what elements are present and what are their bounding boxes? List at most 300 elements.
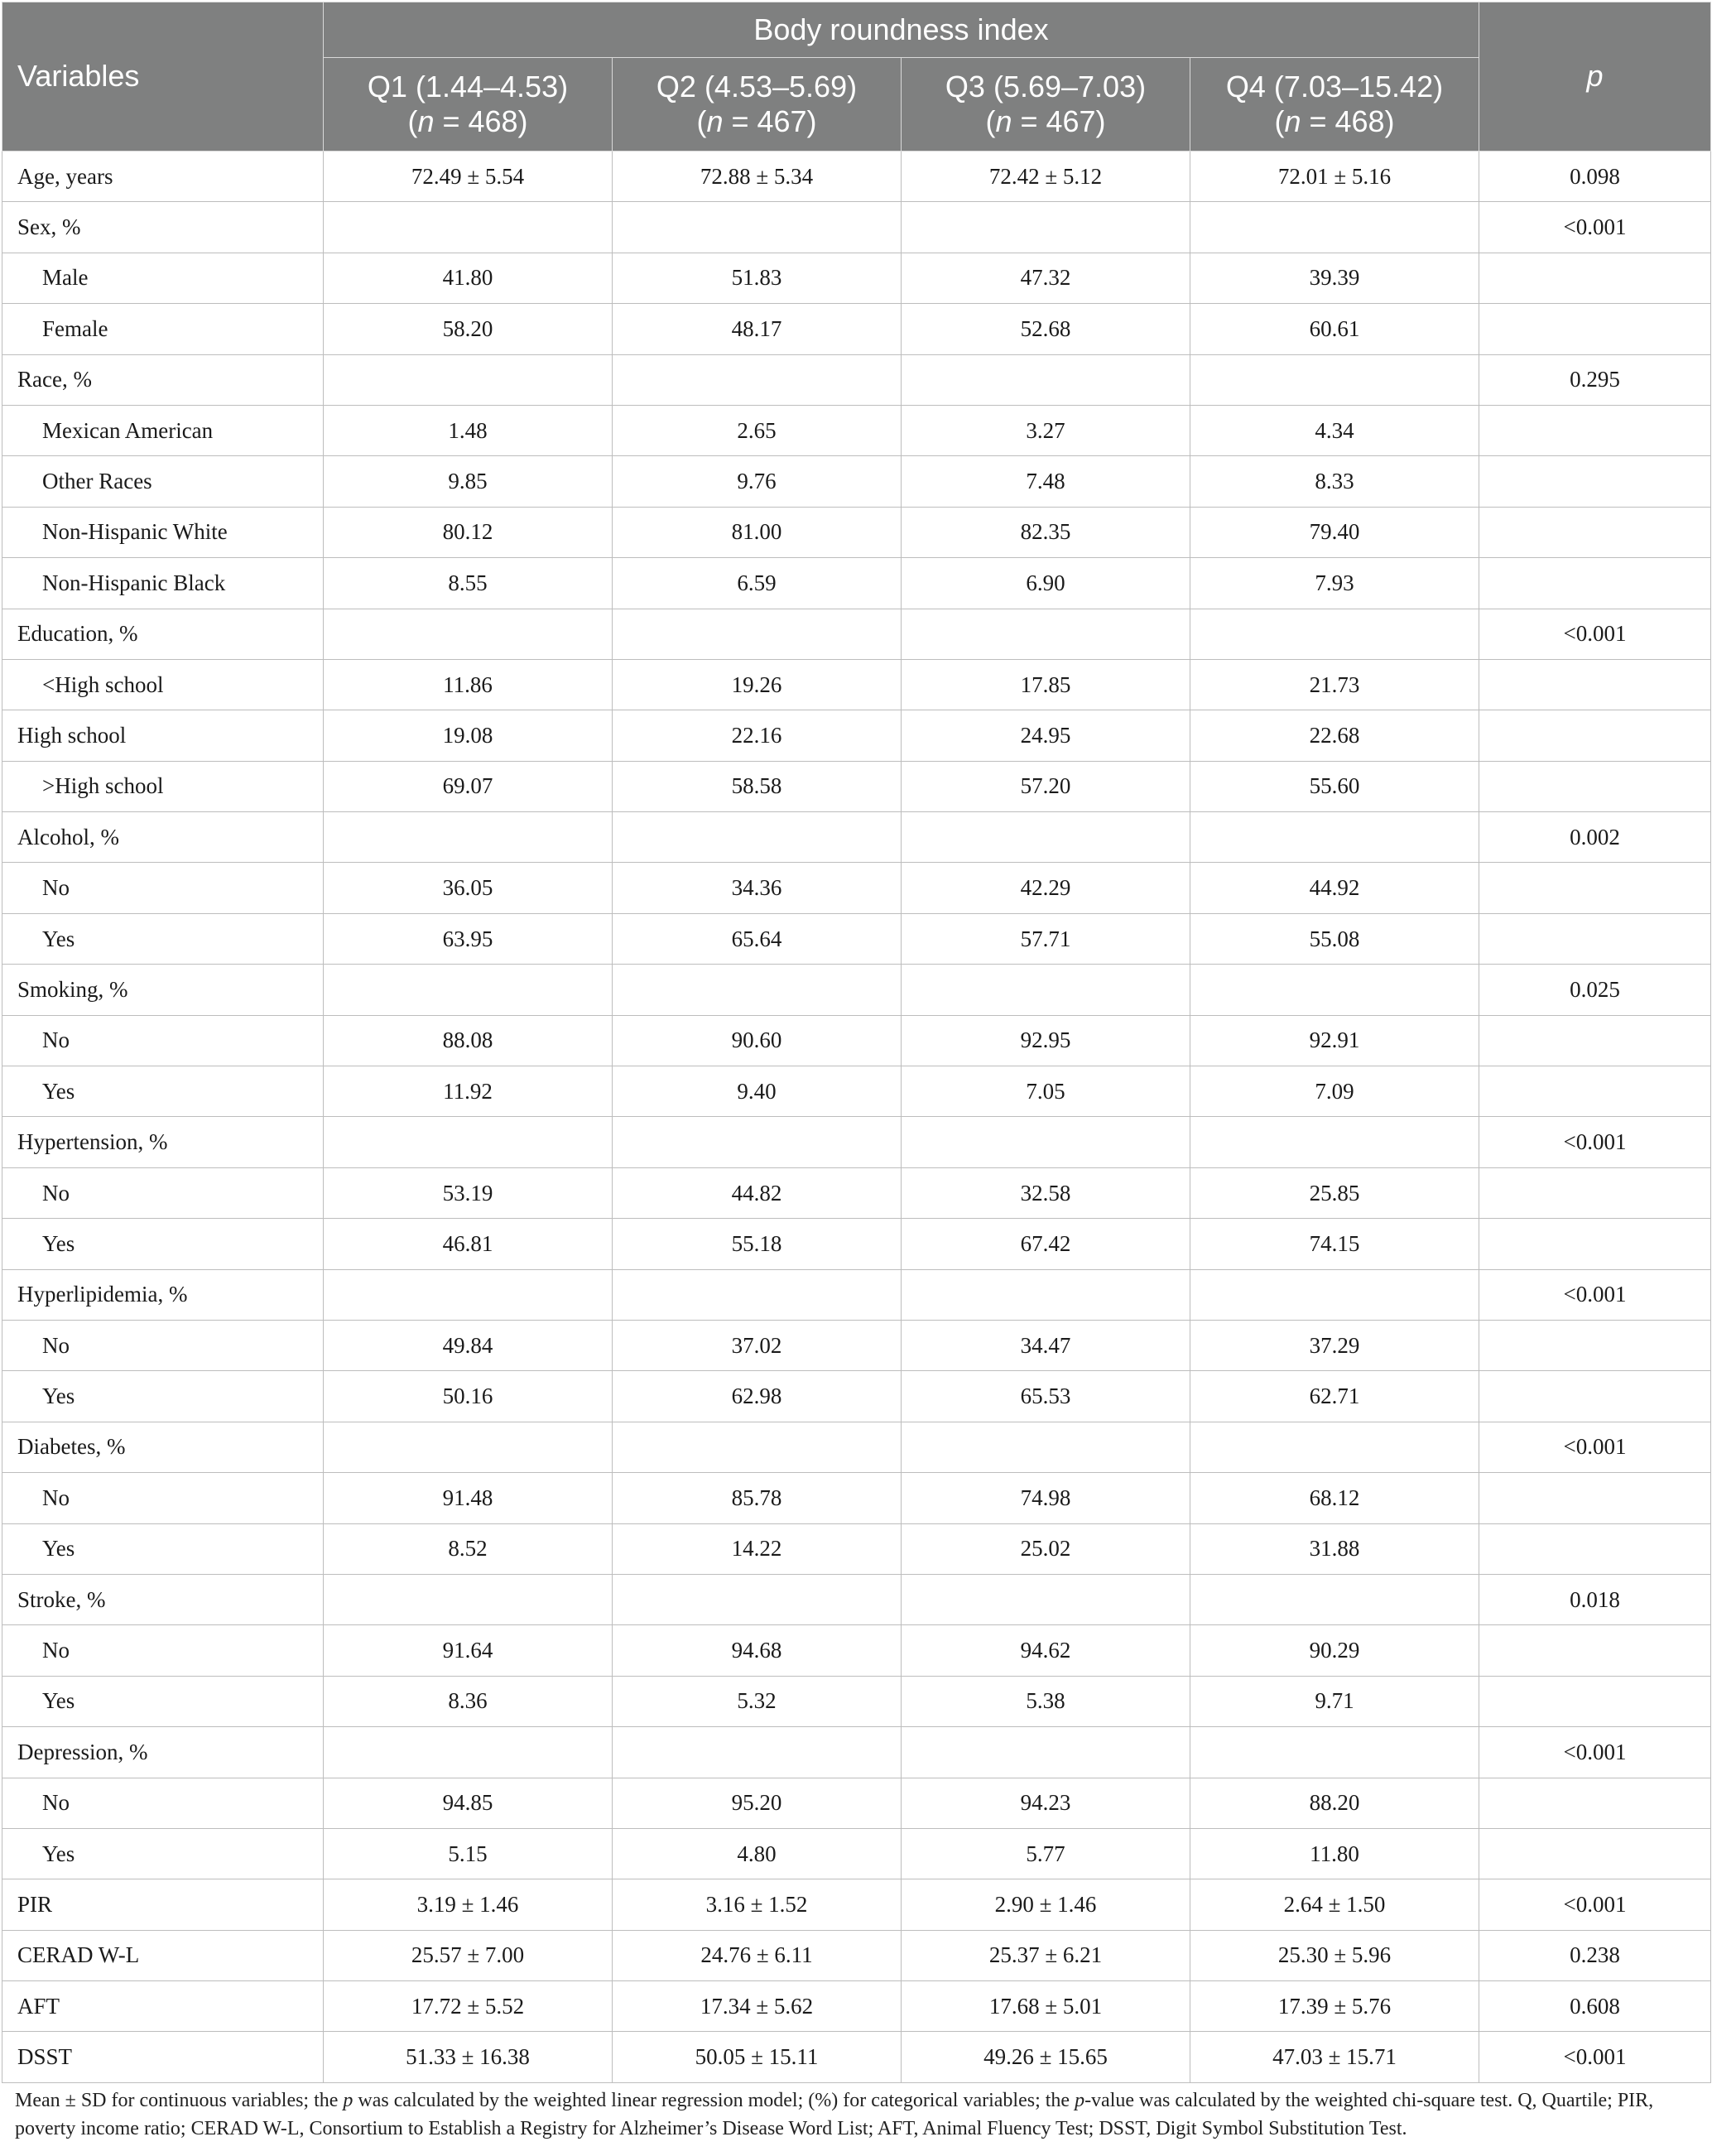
row-label: Yes	[2, 913, 324, 964]
p-value-cell	[1479, 1473, 1711, 1523]
quartile-2-cell: 81.00	[613, 507, 902, 557]
p-value-cell	[1479, 405, 1711, 455]
quartile-1-cell: 72.49 ± 5.54	[324, 152, 613, 202]
quartile-4-cell: 55.60	[1190, 761, 1479, 811]
footnote-text-1: Mean ± SD for continuous variables; the	[15, 2090, 344, 2111]
p-value-cell	[1479, 1015, 1711, 1066]
footnote-p-symbol-2: p	[1075, 2090, 1085, 2111]
quartile-3-cell: 47.32	[902, 253, 1190, 303]
quartile-2-cell: 5.32	[613, 1676, 902, 1726]
quartile-range-label: Q1 (1.44–4.53)	[367, 69, 569, 103]
quartile-2-cell	[613, 965, 902, 1015]
quartile-3-cell: 67.42	[902, 1219, 1190, 1269]
quartile-2-cell	[613, 812, 902, 863]
quartile-2-cell: 24.76 ± 6.11	[613, 1930, 902, 1980]
quartile-3-cell: 24.95	[902, 710, 1190, 761]
sample-size-open-paren: (	[985, 104, 996, 138]
quartile-2-cell: 48.17	[613, 304, 902, 354]
quartile-2-cell: 9.40	[613, 1066, 902, 1117]
quartile-1-cell: 88.08	[324, 1015, 613, 1066]
baseline-characteristics-table	[2, 2, 1711, 2083]
quartile-2-cell: 2.65	[613, 405, 902, 455]
quartile-2-cell	[613, 1422, 902, 1472]
row-label: Yes	[2, 1828, 324, 1879]
p-value-cell	[1479, 1167, 1711, 1218]
table-row	[2, 1879, 1711, 1930]
table-row	[2, 1676, 1711, 1726]
table-row	[2, 913, 1711, 964]
quartile-3-cell: 7.05	[902, 1066, 1190, 1117]
p-value-cell	[1479, 253, 1711, 303]
quartile-1-cell: 11.92	[324, 1066, 613, 1117]
quartile-2-cell	[613, 1574, 902, 1624]
quartile-2-cell	[613, 202, 902, 253]
quartile-4-cell: 25.30 ± 5.96	[1190, 1930, 1479, 1980]
quartile-1-cell	[324, 202, 613, 253]
quartile-3-cell	[902, 354, 1190, 405]
sample-size-n-symbol: n	[1284, 104, 1301, 138]
table-row	[2, 1625, 1711, 1676]
quartile-3-cell	[902, 965, 1190, 1015]
row-label: Yes	[2, 1523, 324, 1574]
p-value-cell: <0.001	[1479, 1422, 1711, 1472]
row-label: High school	[2, 710, 324, 761]
quartile-4-cell	[1190, 1422, 1479, 1472]
row-label: No	[2, 1778, 324, 1828]
sample-size-n-symbol: n	[706, 104, 724, 138]
p-value-cell: <0.001	[1479, 1879, 1711, 1930]
quartile-2-cell	[613, 1117, 902, 1167]
quartile-2-cell: 72.88 ± 5.34	[613, 152, 902, 202]
row-label: No	[2, 1320, 324, 1370]
quartile-2-cell: 58.58	[613, 761, 902, 811]
table-row	[2, 1066, 1711, 1117]
quartile-3-cell: 25.02	[902, 1523, 1190, 1574]
row-label: Yes	[2, 1219, 324, 1269]
table-row	[2, 1574, 1711, 1624]
quartile-1-cell: 8.36	[324, 1676, 613, 1726]
quartile-4-cell: 60.61	[1190, 304, 1479, 354]
table-row	[2, 354, 1711, 405]
quartile-1-cell	[324, 1269, 613, 1320]
row-label: DSST	[2, 2032, 324, 2082]
row-label: Female	[2, 304, 324, 354]
table-row	[2, 1727, 1711, 1778]
quartile-1-cell: 94.85	[324, 1778, 613, 1828]
quartile-3-cell: 92.95	[902, 1015, 1190, 1066]
table-row	[2, 253, 1711, 303]
quartile-2-cell	[613, 354, 902, 405]
quartile-4-cell: 68.12	[1190, 1473, 1479, 1523]
quartile-3-cell	[902, 1574, 1190, 1624]
table-footnote	[15, 2086, 1704, 2143]
quartile-4-cell: 9.71	[1190, 1676, 1479, 1726]
quartile-3-cell	[902, 1422, 1190, 1472]
row-label: Depression, %	[2, 1727, 324, 1778]
quartile-4-cell: 39.39	[1190, 253, 1479, 303]
quartile-2-cell: 50.05 ± 15.11	[613, 2032, 902, 2082]
quartile-4-cell: 7.09	[1190, 1066, 1479, 1117]
table-row	[2, 1269, 1711, 1320]
sample-size-value: = 468)	[434, 104, 528, 138]
quartile-4-cell	[1190, 354, 1479, 405]
variables-column-header: Variables	[2, 2, 324, 152]
quartile-1-cell: 49.84	[324, 1320, 613, 1370]
quartile-2-cell: 55.18	[613, 1219, 902, 1269]
sample-size-value: = 467)	[723, 104, 817, 138]
table-row	[2, 405, 1711, 455]
quartile-4-cell: 88.20	[1190, 1778, 1479, 1828]
row-label: Alcohol, %	[2, 812, 324, 863]
row-label: Yes	[2, 1371, 324, 1422]
table-row	[2, 1930, 1711, 1980]
quartile-3-cell: 57.20	[902, 761, 1190, 811]
quartile-1-cell: 3.19 ± 1.46	[324, 1879, 613, 1930]
row-label: No	[2, 863, 324, 913]
quartile-4-cell	[1190, 1574, 1479, 1624]
quartile-4-cell	[1190, 1727, 1479, 1778]
quartile-3-cell: 7.48	[902, 456, 1190, 507]
table-row	[2, 152, 1711, 202]
table-row	[2, 965, 1711, 1015]
p-value-cell: 0.608	[1479, 1981, 1711, 2032]
table-row	[2, 507, 1711, 557]
row-label: No	[2, 1015, 324, 1066]
quartile-1-cell: 25.57 ± 7.00	[324, 1930, 613, 1980]
quartile-2-cell: 51.83	[613, 253, 902, 303]
footnote-text-3: -value was calculated by the weighted chi-square test. Q, Quartile; PIR, poverty income ratio; CERAD W-L, Consortium to Establish a Registry for Alzheimer’s Disease Word List; AFT, Animal Fluency Test; DSST, Digit Symbol Substitution Test.	[15, 2090, 1654, 2139]
quartile-sample-size	[330, 104, 605, 139]
quartile-3-cell: 3.27	[902, 405, 1190, 455]
table-row	[2, 1167, 1711, 1218]
row-label: No	[2, 1167, 324, 1218]
quartile-1-cell: 69.07	[324, 761, 613, 811]
quartile-3-cell: 42.29	[902, 863, 1190, 913]
quartile-1-cell: 41.80	[324, 253, 613, 303]
p-value-cell: 0.018	[1479, 1574, 1711, 1624]
quartile-2-cell: 22.16	[613, 710, 902, 761]
body-roundness-index-group-header: Body roundness index	[324, 2, 1479, 58]
quartile-2-cell: 3.16 ± 1.52	[613, 1879, 902, 1930]
table-row	[2, 609, 1711, 659]
quartile-1-cell	[324, 965, 613, 1015]
row-label: No	[2, 1473, 324, 1523]
quartile-2-cell: 94.68	[613, 1625, 902, 1676]
p-value-cell: <0.001	[1479, 1269, 1711, 1320]
table-row	[2, 761, 1711, 811]
quartile-2-cell: 14.22	[613, 1523, 902, 1574]
quartile-4-cell: 55.08	[1190, 913, 1479, 964]
quartile-sample-size	[908, 104, 1183, 139]
row-label: Race, %	[2, 354, 324, 405]
quartile-1-cell	[324, 354, 613, 405]
quartile-2-cell	[613, 1727, 902, 1778]
row-label: Yes	[2, 1066, 324, 1117]
p-value-cell	[1479, 863, 1711, 913]
quartile-1-cell: 53.19	[324, 1167, 613, 1218]
quartile-3-cell: 94.62	[902, 1625, 1190, 1676]
p-value-cell	[1479, 507, 1711, 557]
p-value-cell	[1479, 1778, 1711, 1828]
quartile-3-cell: 72.42 ± 5.12	[902, 152, 1190, 202]
quartile-2-cell: 44.82	[613, 1167, 902, 1218]
p-value-cell	[1479, 761, 1711, 811]
p-value-cell: <0.001	[1479, 202, 1711, 253]
table-body	[2, 152, 1711, 2083]
quartile-4-cell: 90.29	[1190, 1625, 1479, 1676]
sample-size-value: = 467)	[1012, 104, 1106, 138]
quartile-3-cell	[902, 812, 1190, 863]
table-row	[2, 1320, 1711, 1370]
table-row	[2, 202, 1711, 253]
row-label: AFT	[2, 1981, 324, 2032]
table-row	[2, 659, 1711, 710]
p-value-column-header: p	[1479, 2, 1711, 152]
row-label: Hypertension, %	[2, 1117, 324, 1167]
quartile-3-cell	[902, 609, 1190, 659]
row-label: Non-Hispanic Black	[2, 558, 324, 609]
quartile-1-cell	[324, 609, 613, 659]
table-row	[2, 1015, 1711, 1066]
quartile-1-cell: 91.64	[324, 1625, 613, 1676]
sample-size-n-symbol: n	[995, 104, 1012, 138]
row-label: >High school	[2, 761, 324, 811]
table-row	[2, 1523, 1711, 1574]
row-label: Hyperlipidemia, %	[2, 1269, 324, 1320]
quartile-sample-size	[1197, 104, 1472, 139]
p-value-cell	[1479, 1676, 1711, 1726]
p-value-cell: <0.001	[1479, 2032, 1711, 2082]
table-row	[2, 1219, 1711, 1269]
p-value-cell	[1479, 659, 1711, 710]
quartile-3-cell	[902, 202, 1190, 253]
p-value-cell	[1479, 1320, 1711, 1370]
footnote-p-symbol-1: p	[343, 2090, 353, 2111]
quartile-4-cell: 74.15	[1190, 1219, 1479, 1269]
table-row	[2, 1981, 1711, 2032]
row-label: Education, %	[2, 609, 324, 659]
p-value-cell	[1479, 1523, 1711, 1574]
quartile-2-cell: 17.34 ± 5.62	[613, 1981, 902, 2032]
quartile-3-cell: 17.85	[902, 659, 1190, 710]
quartile-1-cell	[324, 1727, 613, 1778]
quartile-4-cell: 92.91	[1190, 1015, 1479, 1066]
quartile-1-cell: 58.20	[324, 304, 613, 354]
row-label: Smoking, %	[2, 965, 324, 1015]
row-label: Non-Hispanic White	[2, 507, 324, 557]
quartile-4-cell: 62.71	[1190, 1371, 1479, 1422]
quartile-4-cell	[1190, 202, 1479, 253]
quartile-1-cell	[324, 812, 613, 863]
p-value-cell: 0.002	[1479, 812, 1711, 863]
quartile-1-cell: 11.86	[324, 659, 613, 710]
quartile-range-label: Q4 (7.03–15.42)	[1225, 69, 1444, 103]
quartile-1-cell: 1.48	[324, 405, 613, 455]
quartile-2-cell: 37.02	[613, 1320, 902, 1370]
quartile-1-cell	[324, 1422, 613, 1472]
sample-size-open-paren: (	[1274, 104, 1285, 138]
quartile-3-cell: 32.58	[902, 1167, 1190, 1218]
table-header	[2, 2, 1711, 152]
p-value-cell: <0.001	[1479, 1727, 1711, 1778]
quartile-1-cell: 51.33 ± 16.38	[324, 2032, 613, 2082]
p-value-cell: 0.098	[1479, 152, 1711, 202]
quartile-3-cell: 5.38	[902, 1676, 1190, 1726]
p-value-cell: 0.238	[1479, 1930, 1711, 1980]
quartile-1-cell	[324, 1117, 613, 1167]
quartile-3-cell: 17.68 ± 5.01	[902, 1981, 1190, 2032]
quartile-4-cell	[1190, 609, 1479, 659]
row-label: <High school	[2, 659, 324, 710]
sample-size-n-symbol: n	[417, 104, 435, 138]
quartile-1-cell	[324, 1574, 613, 1624]
quartile-4-cell: 79.40	[1190, 507, 1479, 557]
row-label: Mexican American	[2, 405, 324, 455]
row-label: PIR	[2, 1879, 324, 1930]
sample-size-open-paren: (	[407, 104, 418, 138]
quartile-range-label: Q2 (4.53–5.69)	[656, 69, 858, 103]
quartile-2-cell: 62.98	[613, 1371, 902, 1422]
row-label: No	[2, 1625, 324, 1676]
table-row	[2, 1371, 1711, 1422]
quartile-1-cell: 80.12	[324, 507, 613, 557]
p-value-cell	[1479, 1828, 1711, 1879]
quartile-2-cell: 9.76	[613, 456, 902, 507]
quartile-1-cell: 17.72 ± 5.52	[324, 1981, 613, 2032]
p-value-cell	[1479, 913, 1711, 964]
sample-size-value: = 468)	[1301, 104, 1395, 138]
quartile-2-cell: 6.59	[613, 558, 902, 609]
quartile-3-cell: 82.35	[902, 507, 1190, 557]
p-value-cell: 0.025	[1479, 965, 1711, 1015]
row-label: Yes	[2, 1676, 324, 1726]
quartile-1-cell: 8.52	[324, 1523, 613, 1574]
quartile-1-cell: 63.95	[324, 913, 613, 964]
quartile-4-cell	[1190, 812, 1479, 863]
quartile-4-cell: 37.29	[1190, 1320, 1479, 1370]
table-row	[2, 2032, 1711, 2082]
quartile-1-cell: 9.85	[324, 456, 613, 507]
quartile-2-cell: 85.78	[613, 1473, 902, 1523]
quartile-3-cell: 52.68	[902, 304, 1190, 354]
quartile-4-cell: 22.68	[1190, 710, 1479, 761]
row-label: Male	[2, 253, 324, 303]
quartile-1-cell: 91.48	[324, 1473, 613, 1523]
quartile-4-cell: 8.33	[1190, 456, 1479, 507]
quartile-3-cell: 5.77	[902, 1828, 1190, 1879]
row-label: CERAD W-L	[2, 1930, 324, 1980]
table-row	[2, 1828, 1711, 1879]
footnote-text-2: was calculated by the weighted linear regression model; (%) for categorical variables; the	[353, 2090, 1075, 2111]
table-row	[2, 1778, 1711, 1828]
quartile-4-cell	[1190, 1269, 1479, 1320]
quartile-1-cell: 19.08	[324, 710, 613, 761]
quartile-2-column-header	[613, 58, 902, 152]
row-label: Diabetes, %	[2, 1422, 324, 1472]
table-row	[2, 456, 1711, 507]
quartile-4-cell	[1190, 1117, 1479, 1167]
sample-size-open-paren: (	[696, 104, 707, 138]
quartile-1-cell: 5.15	[324, 1828, 613, 1879]
row-label: Sex, %	[2, 202, 324, 253]
quartile-2-cell: 90.60	[613, 1015, 902, 1066]
quartile-3-cell: 94.23	[902, 1778, 1190, 1828]
quartile-2-cell: 95.20	[613, 1778, 902, 1828]
p-value-cell	[1479, 304, 1711, 354]
table-row	[2, 558, 1711, 609]
table-row	[2, 1117, 1711, 1167]
quartile-3-cell: 2.90 ± 1.46	[902, 1879, 1190, 1930]
quartile-1-cell: 8.55	[324, 558, 613, 609]
p-value-cell: 0.295	[1479, 354, 1711, 405]
quartile-2-cell	[613, 1269, 902, 1320]
quartile-4-cell: 47.03 ± 15.71	[1190, 2032, 1479, 2082]
quartile-4-cell: 72.01 ± 5.16	[1190, 152, 1479, 202]
table-row	[2, 1473, 1711, 1523]
quartile-4-cell: 21.73	[1190, 659, 1479, 710]
quartile-1-cell: 46.81	[324, 1219, 613, 1269]
p-value-cell: <0.001	[1479, 1117, 1711, 1167]
row-label: Stroke, %	[2, 1574, 324, 1624]
quartile-3-cell: 34.47	[902, 1320, 1190, 1370]
p-value-cell	[1479, 1066, 1711, 1117]
quartile-3-cell: 6.90	[902, 558, 1190, 609]
quartile-3-cell	[902, 1727, 1190, 1778]
quartile-1-cell: 36.05	[324, 863, 613, 913]
quartile-3-column-header	[902, 58, 1190, 152]
quartile-3-cell: 65.53	[902, 1371, 1190, 1422]
table-row	[2, 863, 1711, 913]
quartile-4-column-header	[1190, 58, 1479, 152]
quartile-4-cell: 4.34	[1190, 405, 1479, 455]
table-row	[2, 812, 1711, 863]
quartile-3-cell	[902, 1117, 1190, 1167]
quartile-3-cell	[902, 1269, 1190, 1320]
quartile-4-cell	[1190, 965, 1479, 1015]
p-value-cell	[1479, 710, 1711, 761]
quartile-range-label: Q3 (5.69–7.03)	[945, 69, 1147, 103]
p-value-cell	[1479, 1371, 1711, 1422]
quartile-4-cell: 2.64 ± 1.50	[1190, 1879, 1479, 1930]
quartile-4-cell: 44.92	[1190, 863, 1479, 913]
quartile-1-column-header	[324, 58, 613, 152]
table-row	[2, 1422, 1711, 1472]
quartile-3-cell: 74.98	[902, 1473, 1190, 1523]
row-label: Age, years	[2, 152, 324, 202]
quartile-4-cell: 17.39 ± 5.76	[1190, 1981, 1479, 2032]
quartile-2-cell: 34.36	[613, 863, 902, 913]
p-value-cell: <0.001	[1479, 609, 1711, 659]
quartile-4-cell: 11.80	[1190, 1828, 1479, 1879]
quartile-3-cell: 49.26 ± 15.65	[902, 2032, 1190, 2082]
quartile-4-cell: 25.85	[1190, 1167, 1479, 1218]
quartile-2-cell: 65.64	[613, 913, 902, 964]
table-row	[2, 710, 1711, 761]
quartile-4-cell: 31.88	[1190, 1523, 1479, 1574]
table-row	[2, 304, 1711, 354]
quartile-2-cell	[613, 609, 902, 659]
p-value-cell	[1479, 1625, 1711, 1676]
row-label: Other Races	[2, 456, 324, 507]
p-value-cell	[1479, 1219, 1711, 1269]
quartile-3-cell: 57.71	[902, 913, 1190, 964]
p-value-cell	[1479, 456, 1711, 507]
quartile-2-cell: 4.80	[613, 1828, 902, 1879]
quartile-2-cell: 19.26	[613, 659, 902, 710]
quartile-sample-size	[619, 104, 894, 139]
quartile-4-cell: 7.93	[1190, 558, 1479, 609]
quartile-3-cell: 25.37 ± 6.21	[902, 1930, 1190, 1980]
